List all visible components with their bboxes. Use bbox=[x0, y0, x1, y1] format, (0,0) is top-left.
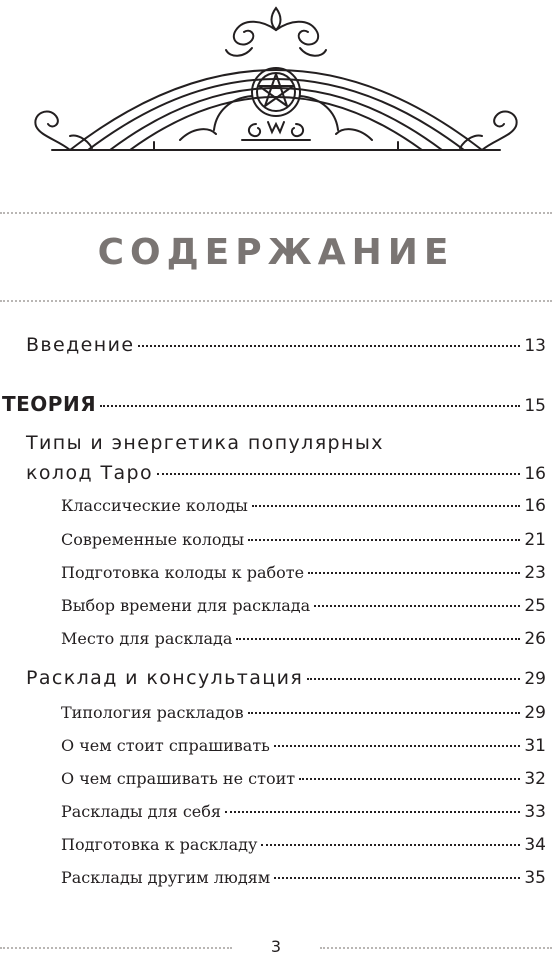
toc-subentry[interactable] bbox=[61, 868, 546, 888]
top-divider bbox=[0, 212, 552, 214]
toc-page-number: 25 bbox=[524, 596, 546, 616]
dot-leader bbox=[138, 345, 520, 347]
toc-subentry[interactable] bbox=[61, 496, 546, 516]
toc-section-title-line2: колод Таро bbox=[26, 462, 153, 484]
toc-subentry-label: Современные колоды bbox=[61, 530, 245, 549]
toc-subentry[interactable] bbox=[61, 530, 546, 550]
toc-subentry-label: О чем спрашивать не стоит bbox=[61, 769, 296, 788]
toc-subentry[interactable] bbox=[61, 703, 546, 723]
toc-page-number: 35 bbox=[524, 868, 546, 888]
dot-leader bbox=[157, 473, 520, 475]
toc-subentry[interactable] bbox=[61, 596, 546, 616]
toc-entry-intro[interactable] bbox=[26, 334, 546, 356]
toc-section-label: Расклад и консультация bbox=[26, 667, 304, 689]
toc-subentry[interactable] bbox=[61, 629, 546, 649]
toc-section-tarot-decks[interactable] bbox=[26, 462, 546, 484]
dot-leader bbox=[225, 811, 520, 813]
toc-page-number: 32 bbox=[524, 769, 546, 789]
toc-subentry-label: Типология раскладов bbox=[61, 703, 244, 722]
toc-subentry-label: Расклады для себя bbox=[61, 802, 221, 821]
title-divider bbox=[0, 300, 552, 302]
dot-leader bbox=[261, 844, 520, 846]
pentacle-arch-ornament bbox=[30, 0, 522, 160]
dot-leader bbox=[248, 539, 520, 541]
toc-subentry[interactable] bbox=[61, 802, 546, 822]
toc-page-number: 33 bbox=[524, 802, 546, 822]
toc-page-number: 16 bbox=[524, 464, 546, 484]
toc-part-theory[interactable] bbox=[2, 392, 546, 416]
toc-subentry[interactable] bbox=[61, 563, 546, 583]
toc-entry-label: Введение bbox=[26, 334, 135, 356]
toc-subentry[interactable] bbox=[61, 835, 546, 855]
toc-page-number: 26 bbox=[524, 629, 546, 649]
dot-leader bbox=[314, 605, 520, 607]
toc-subentry-label: Подготовка к раскладу bbox=[61, 835, 258, 854]
toc-part-label: ТЕОРИЯ bbox=[2, 392, 97, 416]
dot-leader bbox=[236, 638, 520, 640]
page-number: 3 bbox=[270, 937, 282, 956]
toc-subentry[interactable] bbox=[61, 769, 546, 789]
toc-subentry-label: Выбор времени для расклада bbox=[61, 596, 311, 615]
dot-leader bbox=[299, 778, 520, 780]
dot-leader bbox=[307, 678, 520, 680]
dot-leader bbox=[252, 505, 520, 507]
dot-leader bbox=[308, 572, 520, 574]
toc-page-number: 29 bbox=[524, 703, 546, 723]
toc-subentry-label: Классические колоды bbox=[61, 496, 248, 515]
dot-leader bbox=[248, 712, 521, 714]
toc-page-number: 29 bbox=[524, 669, 546, 689]
dot-leader bbox=[100, 405, 520, 407]
toc-page-number: 13 bbox=[524, 336, 546, 356]
dot-leader bbox=[274, 745, 520, 747]
toc-subentry-label: Место для расклада bbox=[61, 629, 233, 648]
toc-subentry[interactable] bbox=[61, 736, 546, 756]
toc-subentry-label: О чем стоит спрашивать bbox=[61, 736, 270, 755]
toc-subentry-label: Расклады другим людям bbox=[61, 868, 271, 887]
dot-leader bbox=[274, 877, 520, 879]
page-title: СОДЕРЖАНИЕ bbox=[97, 232, 455, 273]
toc-page-number: 15 bbox=[524, 396, 546, 416]
toc-section-title-line1: Типы и энергетика популярных bbox=[26, 432, 384, 454]
toc-section-reading[interactable] bbox=[26, 667, 546, 689]
toc-page-number: 16 bbox=[524, 496, 546, 516]
toc-subentry-label: Подготовка колоды к работе bbox=[61, 563, 305, 582]
toc-page-number: 21 bbox=[524, 530, 546, 550]
toc-page-number: 23 bbox=[524, 563, 546, 583]
toc-page-number: 34 bbox=[524, 835, 546, 855]
footer-divider-right bbox=[320, 947, 552, 949]
toc-page-number: 31 bbox=[524, 736, 546, 756]
